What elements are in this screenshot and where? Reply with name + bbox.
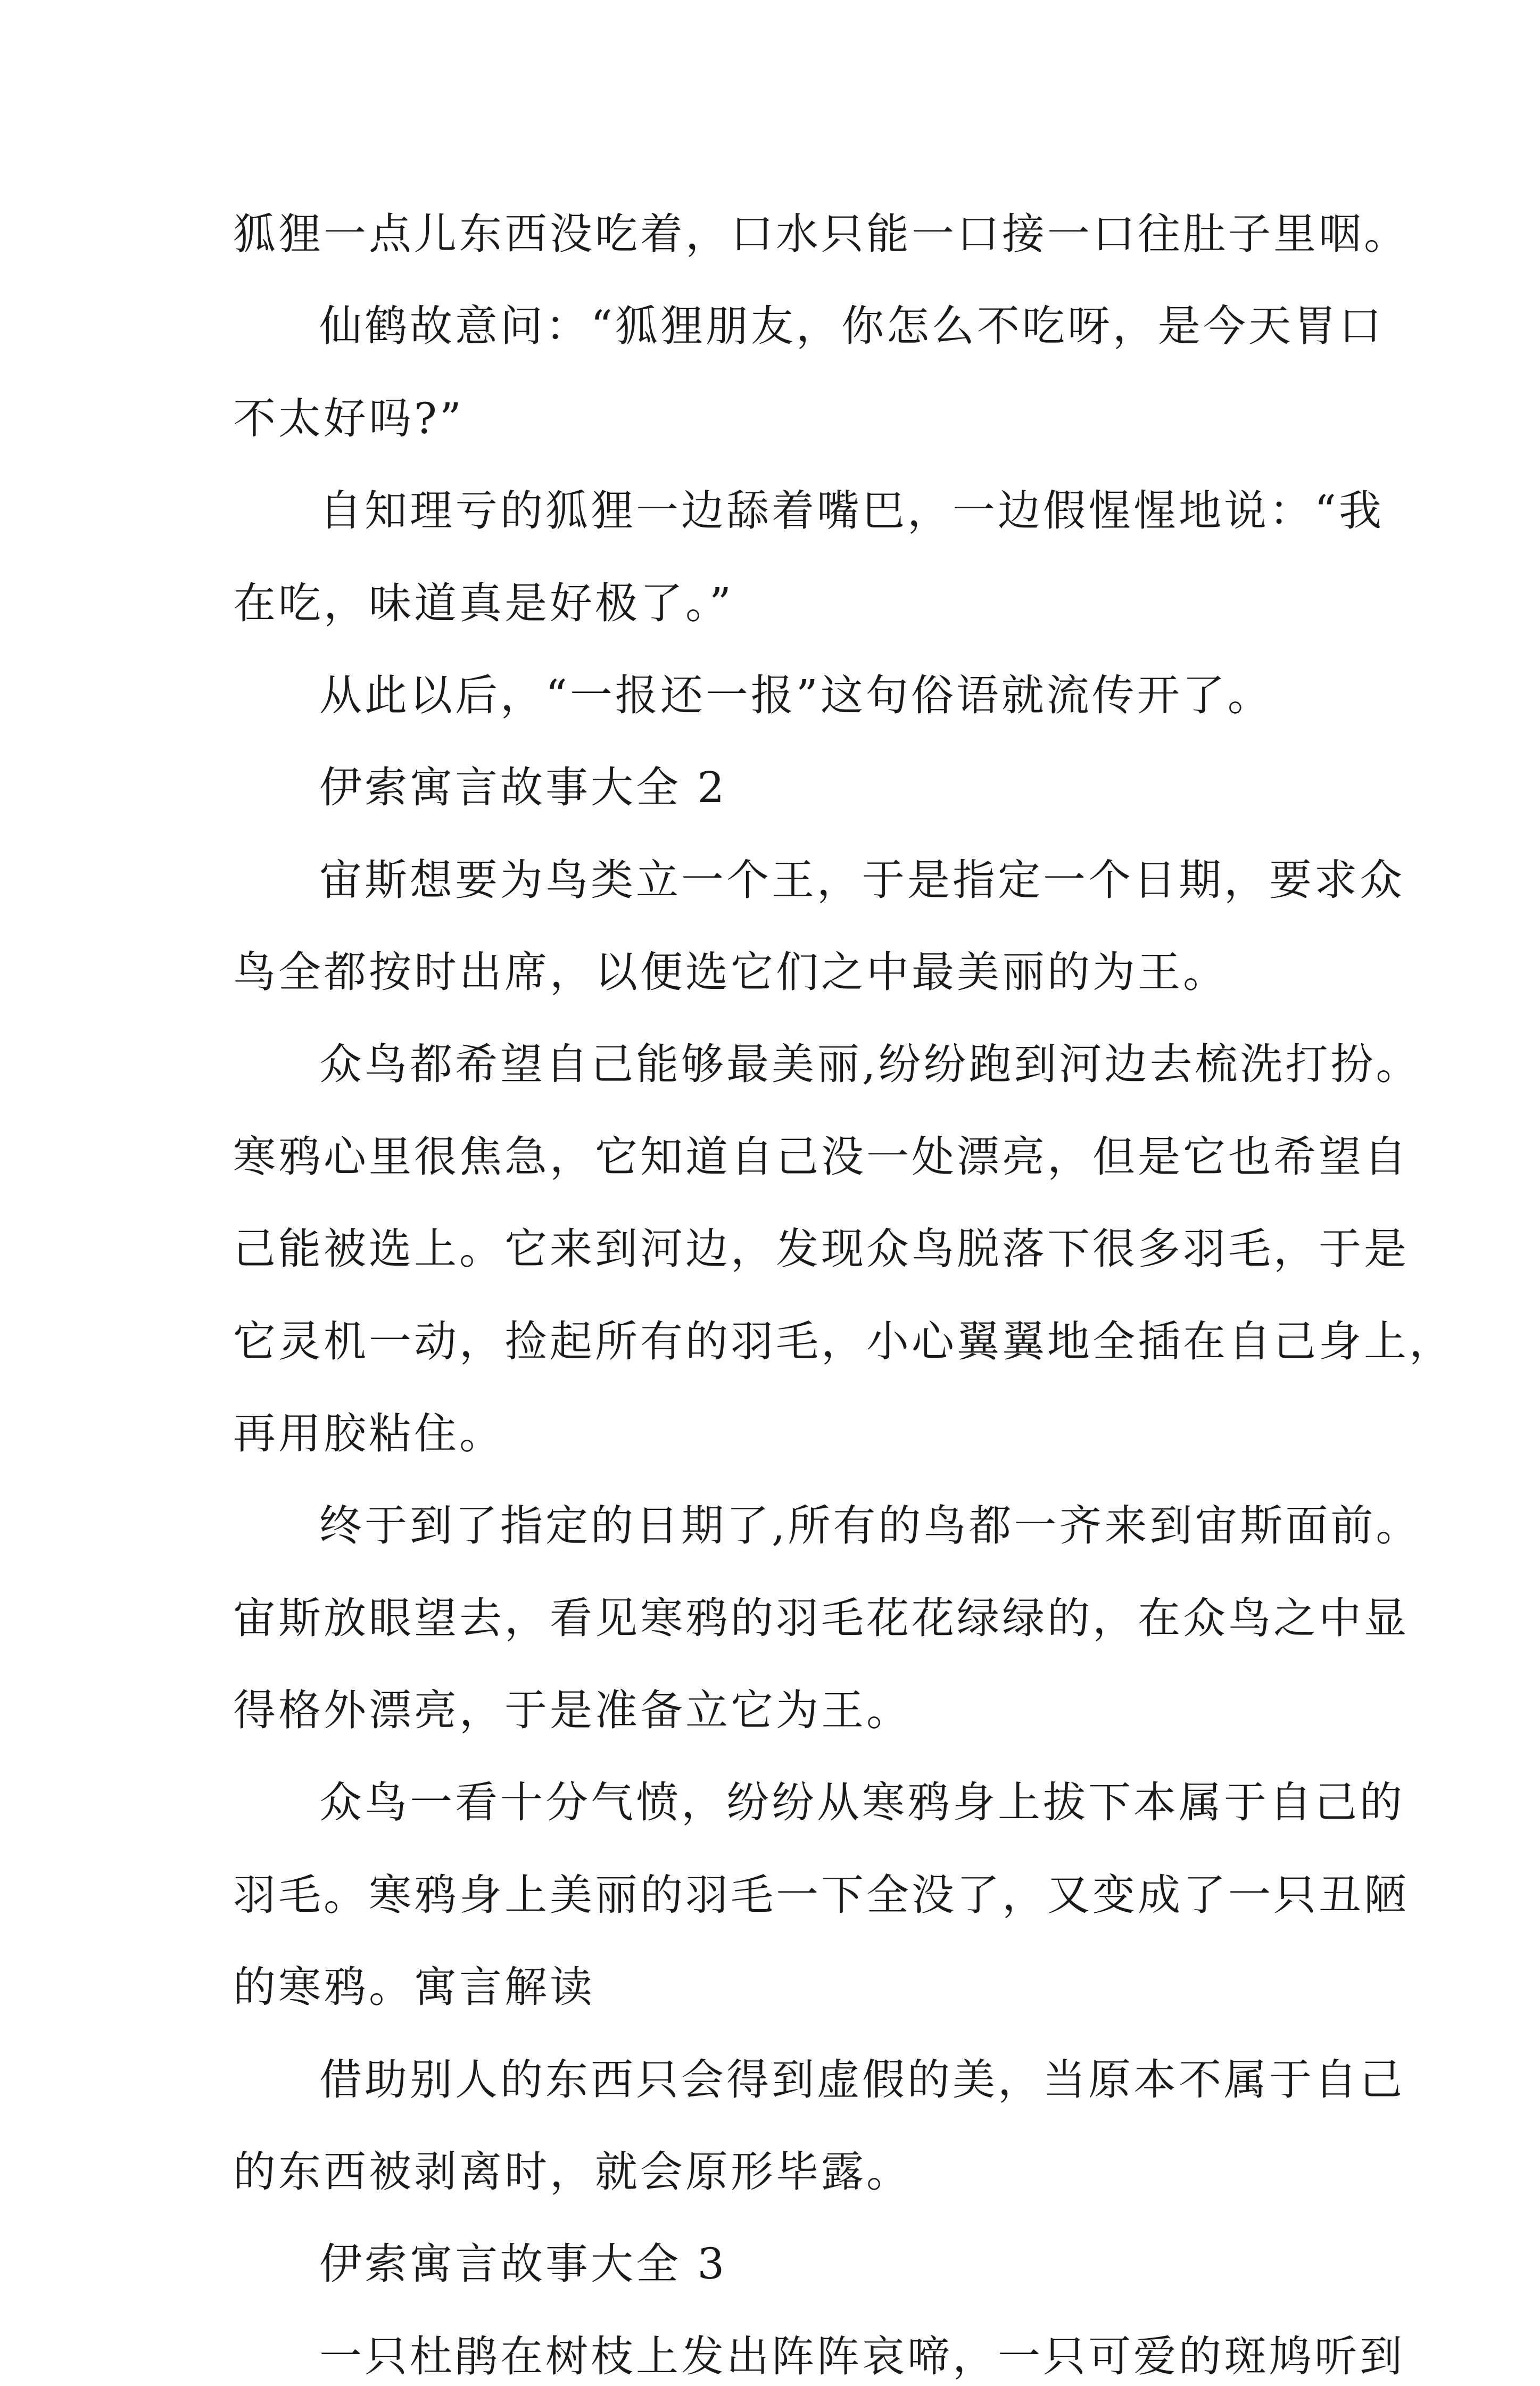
text-line: 不太好吗?” [233, 394, 464, 443]
text-line: 众鸟一看十分气愤，纷纷从寒鸦身上拔下本属于自己的 [319, 1778, 1405, 1827]
section-heading: 伊索寓言故事大全 3 [319, 2239, 727, 2289]
text-line: 的东西被剥离时，就会原形毕露。 [233, 2147, 912, 2197]
text-line: 仙鹤故意问：“狐狸朋友，你怎么不吃呀，是今天胃口 [319, 301, 1384, 351]
text-line: 宙斯放眼望去，看见寒鸦的羽毛花花绿绿的，在众鸟之中显 [233, 1594, 1409, 1643]
text-line: 狐狸一点儿东西没吃着，口水只能一口接一口往肚子里咽。 [233, 209, 1409, 259]
text-line: 的寒鸦。寓言解读 [233, 1962, 595, 2012]
text-line: 从此以后，“一报还一报”这句俗语就流传开了。 [319, 671, 1273, 720]
text-line: 羽毛。寒鸦身上美丽的羽毛一下全没了，又变成了一只丑陋 [233, 1870, 1409, 1920]
text-line: 借助别人的东西只会得到虚假的美，当原本不属于自己 [319, 2055, 1405, 2104]
text-line: 自知理亏的狐狸一边舔着嘴巴，一边假惺惺地说：“我 [319, 486, 1384, 535]
text-line: 己能被选上。它来到河边，发现众鸟脱落下很多羽毛，于是 [233, 1224, 1409, 1274]
text-line: 它灵机一动，捡起所有的羽毛，小心翼翼地全插在自己身上， [233, 1317, 1454, 1366]
text-line: 鸟全都按时出席，以便选它们之中最美丽的为王。 [233, 947, 1228, 997]
text-line: 在吃，味道真是好极了。” [233, 579, 734, 628]
text-line: 众鸟都希望自己能够最美丽,纷纷跑到河边去梳洗打扮。 [319, 1039, 1421, 1089]
text-line: 宙斯想要为鸟类立一个王，于是指定一个日期，要求众 [319, 855, 1405, 905]
section-heading: 伊索寓言故事大全 2 [319, 763, 727, 812]
text-line: 得格外漂亮，于是准备立它为王。 [233, 1686, 912, 1735]
text-line: 再用胶粘住。 [233, 1409, 504, 1458]
text-line: 寒鸦心里很焦急，它知道自己没一处漂亮，但是它也希望自 [233, 1132, 1409, 1182]
text-line: 终于到了指定的日期了,所有的鸟都一齐来到宙斯面前。 [319, 1501, 1421, 1550]
text-line: 一只杜鹃在树枝上发出阵阵哀啼，一只可爱的斑鸠听到 [319, 2332, 1405, 2381]
